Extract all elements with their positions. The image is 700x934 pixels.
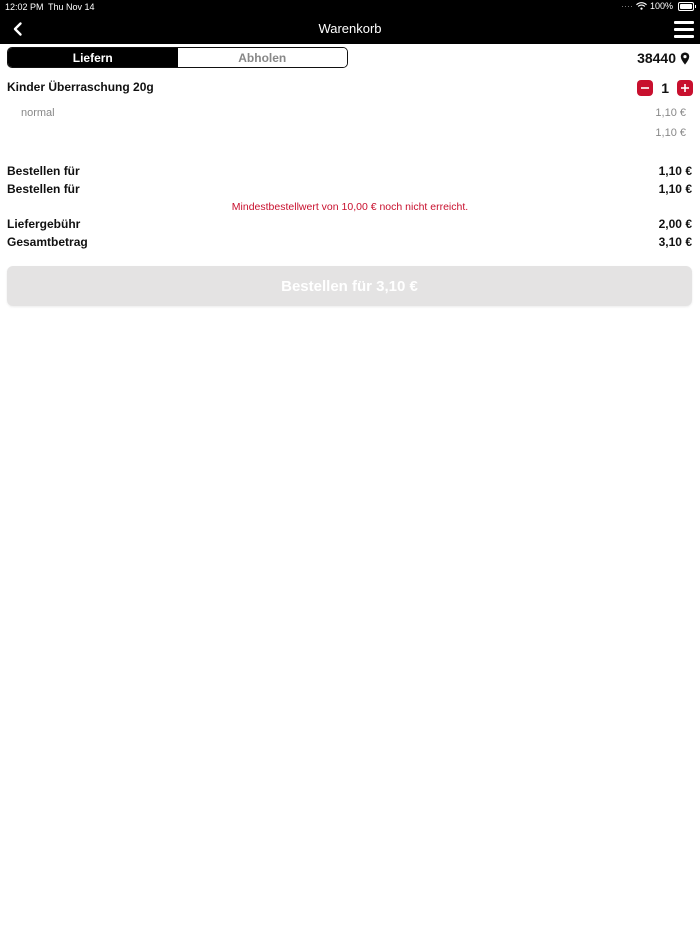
delivery-fee-label: Liefergebühr	[7, 217, 81, 231]
total-label: Gesamtbetrag	[7, 235, 88, 249]
battery-icon	[678, 2, 694, 11]
signal-icon: ····	[620, 1, 633, 11]
cart-item-name: Kinder Überraschung 20g	[7, 80, 154, 94]
variant-price: 1,10 €	[655, 107, 686, 119]
decrease-quantity-button[interactable]	[637, 80, 653, 96]
increase-quantity-button[interactable]	[677, 80, 693, 96]
item-total: 1,10 €	[655, 127, 686, 139]
delivery-location[interactable]	[637, 50, 690, 66]
minus-icon	[640, 83, 650, 93]
summary-value: 1,10 €	[658, 182, 692, 196]
status-bar	[0, 0, 700, 14]
navigation-bar	[0, 14, 700, 44]
hamburger-menu-icon[interactable]	[674, 20, 694, 38]
minimum-order-warning: Mindestbestellwert von 10,00 € noch nicht erreicht.	[231, 201, 469, 213]
status-date: Thu Nov 14	[48, 2, 95, 12]
total-value: 3,10 €	[658, 235, 692, 249]
zip-code: 38440	[637, 50, 676, 66]
plus-icon	[680, 83, 690, 93]
delivery-mode-toggle	[7, 47, 348, 68]
page-title: Warenkorb	[318, 21, 382, 36]
delivery-fee-value: 2,00 €	[658, 217, 692, 231]
tab-abholen[interactable]: Abholen	[178, 48, 348, 67]
summary-value: 1,10 €	[658, 164, 692, 178]
tab-liefern[interactable]: Liefern	[8, 48, 178, 67]
quantity-stepper	[637, 80, 693, 96]
status-time: 12:02 PM	[5, 2, 44, 12]
wifi-icon	[636, 2, 647, 10]
summary-label: Bestellen für	[7, 164, 80, 178]
item-variant: normal	[21, 107, 55, 119]
battery-percent: 100%	[649, 1, 673, 11]
place-order-button[interactable]: Bestellen für 3,10 €	[7, 266, 692, 306]
summary-label: Bestellen für	[7, 182, 80, 196]
quantity-value: 1	[661, 80, 669, 96]
status-indicators	[621, 1, 694, 11]
location-pin-icon	[680, 52, 690, 65]
